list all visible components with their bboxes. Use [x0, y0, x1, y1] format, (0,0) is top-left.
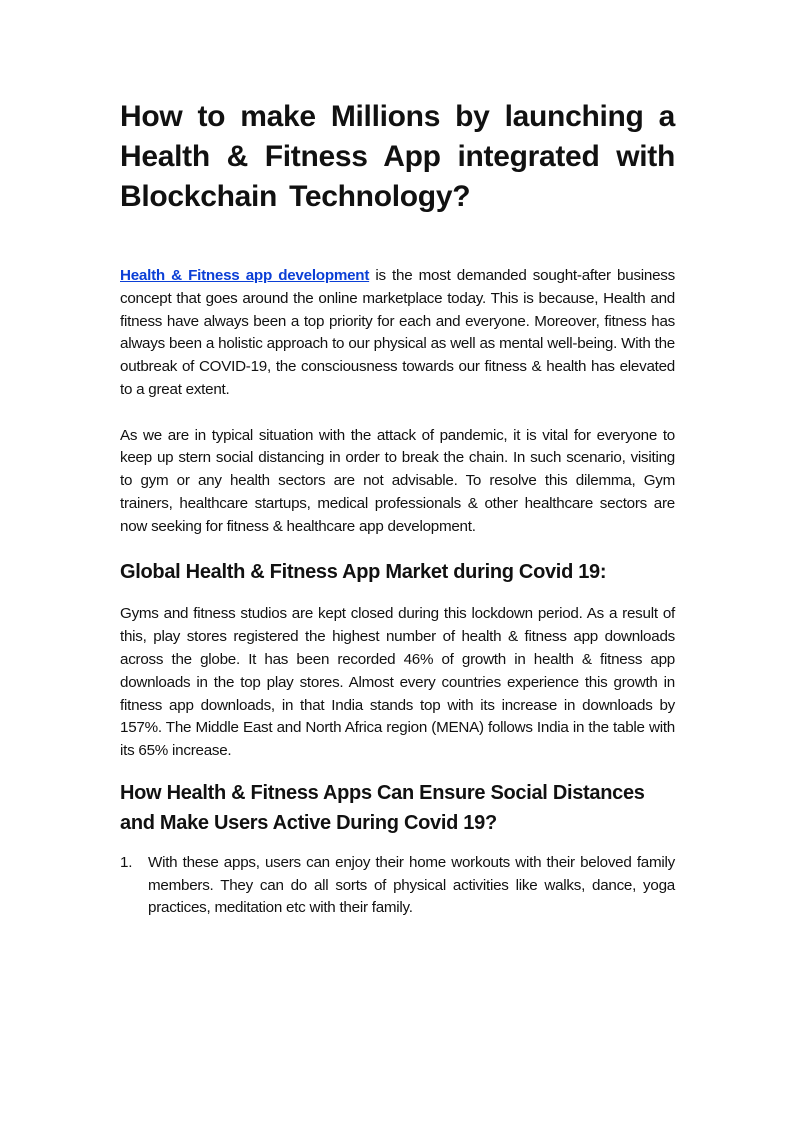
- intro-text: is the most demanded sought-after business concept that goes around the online marketplace today. This is because, Health and fitness have always been a top priority for each and everyone. Moreover, fitness has always been a holistic approach to our physical as well as mental well-being. With the outbreak of COVID-19, the consciousness towards our fitness & health has elevated to a great extent.: [120, 267, 675, 398]
- pandemic-paragraph: As we are in typical situation with the attack of pandemic, it is vital for everyone to keep up stern social distancing in order to break the chain. In such scenario, visiting to gym or any health sectors are not advisable. To resolve this dilemma, Gym trainers, healthcare startups, medical professionals & other healthcare sectors are now seeking for fitness & healthcare app development.: [120, 426, 675, 535]
- intro-paragraph: [120, 265, 675, 402]
- market-paragraph: Gyms and fitness studios are kept closed during this lockdown period. As a result of this, play stores registered the highest number of health & fitness app downloads across the globe. It has been recorded 46% of growth in health & fitness app downloads in the top play stores. Almost every countries experience this growth in fitness app downloads, in that India stands top with its increase in downloads by 157%. The Middle East and North Africa region (MENA) follows India in the table with its 65% increase.: [120, 605, 675, 760]
- document-page: [120, 97, 675, 920]
- list-item: [120, 852, 675, 920]
- document-title: How to make Millions by launching a Health & Fitness App integrated with Blockchain Technology?: [120, 100, 675, 213]
- health-fitness-app-development-link[interactable]: Health & Fitness app development: [120, 267, 370, 284]
- list-number: 1.: [120, 853, 133, 871]
- section-heading-market: Global Health & Fitness App Market during Covid 19:: [120, 561, 607, 584]
- list-item-text: With these apps, users can enjoy their home workouts with their beloved family members. They can do all sorts of physical activities like walks, dance, yoga practices, meditation etc with their family.: [148, 853, 675, 917]
- benefits-list: [120, 852, 675, 920]
- section-heading-social-distance: How Health & Fitness Apps Can Ensure Social Distances and Make Users Active During Covid 19?: [120, 781, 645, 834]
